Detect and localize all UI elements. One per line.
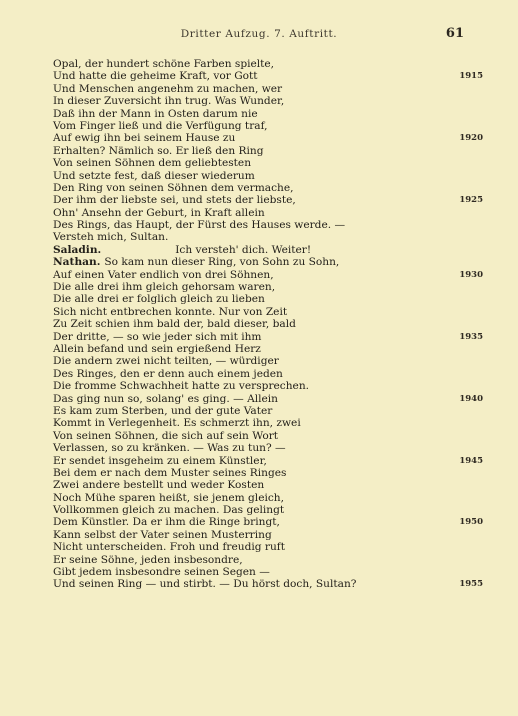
verse-text-line: Und seinen Ring — und stirbt. — Du hörst doch, Sultan? xyxy=(53,578,357,591)
verse-line xyxy=(53,355,473,367)
verse-text-line: Vollkommen gleich zu machen. Das gelingt xyxy=(53,504,285,517)
page-header xyxy=(0,26,518,46)
verse-text-line: Des Rings, das Haupt, der Fürst des Hauses werde. — xyxy=(53,219,346,232)
verse-text-line: Kommt in Verlegenheit. Es schmerzt ihn, zwei xyxy=(53,417,301,430)
verse-text-line: Daß ihn der Mann in Osten darum nie xyxy=(53,107,258,120)
verse-text-line: Den Ring von seinen Söhnen dem vermache, xyxy=(53,181,294,194)
verse-text-line: Das ging nun so, solang' es ging. — Allein xyxy=(53,392,278,405)
verse-text xyxy=(53,58,483,591)
line-number: 1950 xyxy=(459,517,483,528)
verse-line xyxy=(53,430,473,442)
verse-line xyxy=(53,194,483,207)
verse-line xyxy=(53,516,483,529)
verse-line xyxy=(53,244,473,256)
verse-text-line: So kam nun dieser Ring, von Sohn zu Sohn, xyxy=(104,256,340,269)
verse-line xyxy=(53,256,473,268)
verse-text-line: In dieser Zuversicht ihn trug. Was Wunder, xyxy=(53,95,285,108)
verse-text-line: Von seinen Söhnen, die sich auf sein Wort xyxy=(53,429,279,442)
verse-text-line: Verlassen, so zu kränken. — Was zu tun? — xyxy=(53,442,286,455)
verse-text-line: Ich versteh' dich. Weiter! xyxy=(175,243,312,256)
verse-text-line: Sich nicht entbrechen konnte. Nur von Zeit xyxy=(53,305,288,318)
verse-line xyxy=(53,554,473,566)
verse-text-line: Opal, der hundert schöne Farben spielte, xyxy=(53,58,275,70)
line-number: 1920 xyxy=(459,133,483,144)
verse-text-line: Der ihm der liebste sei, und stets der liebste, xyxy=(53,194,296,207)
verse-line xyxy=(53,566,473,578)
verse-text-line: Auf ewig ihn bei seinem Hause zu xyxy=(53,132,236,145)
verse-line xyxy=(53,417,473,429)
verse-line xyxy=(53,467,473,479)
verse-line xyxy=(53,132,483,145)
verse-line xyxy=(53,219,473,231)
verse-line xyxy=(53,293,473,305)
verse-line xyxy=(53,405,473,417)
verse-line xyxy=(53,479,473,491)
verse-line xyxy=(53,578,483,591)
verse-line xyxy=(53,231,473,243)
verse-text-line: Er sendet insgeheim zu einem Künstler, xyxy=(53,454,267,467)
line-number: 1925 xyxy=(459,195,483,206)
verse-line xyxy=(53,392,483,405)
verse-line xyxy=(53,182,473,194)
line-number: 1915 xyxy=(459,71,483,82)
verse-text-line: Auf einen Vater endlich von drei Söhnen, xyxy=(53,268,274,281)
speaker-name: Saladin. xyxy=(53,243,102,256)
verse-text-line: Gibt jedem insbesondre seinen Segen — xyxy=(53,566,270,579)
verse-line xyxy=(53,83,473,95)
line-number: 1940 xyxy=(459,393,483,404)
verse-line xyxy=(53,492,473,504)
verse-line xyxy=(53,504,473,516)
verse-text-line: Des Ringes, den er denn auch einem jeden xyxy=(53,367,283,380)
line-number: 1930 xyxy=(459,269,483,280)
verse-line xyxy=(53,157,473,169)
line-number: 1945 xyxy=(459,455,483,466)
verse-line xyxy=(53,108,473,120)
verse-text-line: Die alle drei er folglich gleich zu lieben xyxy=(53,293,265,306)
verse-line xyxy=(53,541,473,553)
verse-line xyxy=(53,70,483,83)
verse-line xyxy=(53,330,483,343)
verse-text-line: Zwei andere bestellt und weder Kosten xyxy=(53,479,265,492)
verse-text-line: Der dritte, — so wie jeder sich mit ihm xyxy=(53,330,262,343)
verse-text-line: Vom Finger ließ und die Verfügung traf, xyxy=(53,119,268,132)
verse-line xyxy=(53,306,473,318)
verse-text-line: Die alle drei ihm gleich gehorsam waren, xyxy=(53,281,276,294)
verse-line xyxy=(53,442,473,454)
verse-line xyxy=(53,281,473,293)
verse-text-line: Zu Zeit schien ihm bald der, bald dieser, bald xyxy=(53,318,296,331)
verse-text-line: Er seine Söhne, jeden insbesondre, xyxy=(53,553,243,566)
page-number: 61 xyxy=(445,26,464,41)
verse-line xyxy=(53,529,473,541)
verse-text-line: Dem Künstler. Da er ihm die Ringe bringt, xyxy=(53,516,280,529)
verse-text-line: Und Menschen angenehm zu machen, wer xyxy=(53,82,283,95)
verse-text-line: Versteh mich, Sultan. xyxy=(53,231,169,244)
verse-text-line: Noch Mühe sparen heißt, sie jenem gleich, xyxy=(53,491,284,504)
verse-line xyxy=(53,343,473,355)
verse-text-line: Bei dem er nach dem Muster seines Ringes xyxy=(53,466,287,479)
verse-line xyxy=(53,170,473,182)
verse-text-line: Erhalten? Nämlich so. Er ließ den Ring xyxy=(53,144,264,157)
verse-line xyxy=(53,268,483,281)
verse-line xyxy=(53,368,473,380)
verse-line xyxy=(53,145,473,157)
verse-line xyxy=(53,120,473,132)
running-head: Dritter Aufzug. 7. Auftritt. xyxy=(180,28,338,40)
verse-text-line: Von seinen Söhnen dem geliebtesten xyxy=(53,157,252,170)
line-number: 1935 xyxy=(459,331,483,342)
verse-line xyxy=(53,454,483,467)
verse-text-line: Die fromme Schwachheit hatte zu versprechen. xyxy=(53,380,310,393)
verse-text-line: Und setzte fest, daß dieser wiederum xyxy=(53,169,255,182)
verse-text-line: Die andern zwei nicht teilten, — würdiger xyxy=(53,355,279,368)
speaker-name: Nathan. xyxy=(53,256,101,269)
verse-line xyxy=(53,58,473,70)
verse-text-line: Kann selbst der Vater seinen Musterring xyxy=(53,528,272,541)
verse-line xyxy=(53,380,473,392)
verse-line xyxy=(53,207,473,219)
verse-text-line: Es kam zum Sterben, und der gute Vater xyxy=(53,404,273,417)
verse-line xyxy=(53,318,473,330)
verse-text-line: Nicht unterscheiden. Froh und freudig ruft xyxy=(53,541,285,554)
verse-text-line: Allein befand und sein ergießend Herz xyxy=(53,342,261,355)
verse-line xyxy=(53,95,473,107)
verse-text-line: Und hatte die geheime Kraft, vor Gott xyxy=(53,70,258,83)
line-number: 1955 xyxy=(459,579,483,590)
verse-text-line: Ohn' Ansehn der Geburt, in Kraft allein xyxy=(53,206,265,219)
